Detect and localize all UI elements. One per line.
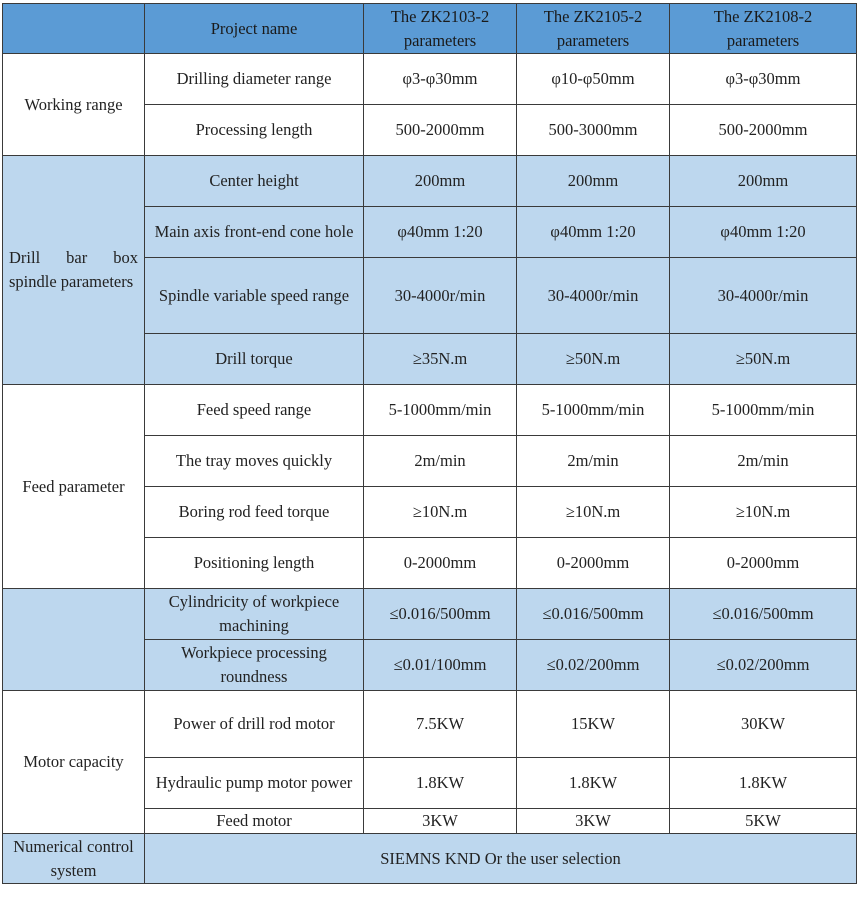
cell-value: 5KW xyxy=(670,809,857,834)
cell-value: 2m/min xyxy=(517,436,670,487)
row-label: Hydraulic pump motor power xyxy=(145,758,364,809)
cell-value: 500-2000mm xyxy=(670,105,857,156)
cell-value: 30-4000r/min xyxy=(517,258,670,334)
cell-value: φ40mm 1:20 xyxy=(364,207,517,258)
row-label: Feed motor xyxy=(145,809,364,834)
cell-value: 500-3000mm xyxy=(517,105,670,156)
cell-value: 0-2000mm xyxy=(517,538,670,589)
header-project-name: Project name xyxy=(145,4,364,54)
row-label: Feed speed range xyxy=(145,385,364,436)
cell-value: 0-2000mm xyxy=(670,538,857,589)
row-label: Drill torque xyxy=(145,334,364,385)
cell-value: φ40mm 1:20 xyxy=(670,207,857,258)
cell-value: 3KW xyxy=(364,809,517,834)
cell-value: φ40mm 1:20 xyxy=(517,207,670,258)
cell-value: ≥10N.m xyxy=(364,487,517,538)
cell-value: φ3-φ30mm xyxy=(364,54,517,105)
row-label: Processing length xyxy=(145,105,364,156)
cell-value: ≥50N.m xyxy=(670,334,857,385)
table-row xyxy=(3,691,857,758)
cell-value: 5-1000mm/min xyxy=(517,385,670,436)
row-label: Positioning length xyxy=(145,538,364,589)
group-label-numerical-control: Numerical control system xyxy=(3,834,145,884)
cell-value: 1.8KW xyxy=(517,758,670,809)
cell-value: ≤0.016/500mm xyxy=(517,589,670,640)
cell-value: ≤0.016/500mm xyxy=(364,589,517,640)
cell-value: φ10-φ50mm xyxy=(517,54,670,105)
cell-value: 1.8KW xyxy=(364,758,517,809)
cell-value: 30-4000r/min xyxy=(670,258,857,334)
cell-value: 200mm xyxy=(517,156,670,207)
numerical-control-value: SIEMNS KND Or the user selection xyxy=(145,834,857,884)
cell-value: 15KW xyxy=(517,691,670,758)
cell-value: 0-2000mm xyxy=(364,538,517,589)
row-label: The tray moves quickly xyxy=(145,436,364,487)
row-label: Main axis front-end cone hole xyxy=(145,207,364,258)
table-row xyxy=(3,834,857,884)
row-label: Cylindricity of workpiece machining xyxy=(145,589,364,640)
group-label-precision xyxy=(3,589,145,691)
group-label-motor-capacity: Motor capacity xyxy=(3,691,145,834)
cell-value: ≤0.02/200mm xyxy=(517,640,670,691)
row-label: Power of drill rod motor xyxy=(145,691,364,758)
cell-value: ≤0.01/100mm xyxy=(364,640,517,691)
header-model-zk2105: The ZK2105-2 parameters xyxy=(517,4,670,54)
row-label: Workpiece processing roundness xyxy=(145,640,364,691)
cell-value: 200mm xyxy=(364,156,517,207)
row-label: Center height xyxy=(145,156,364,207)
cell-value: 1.8KW xyxy=(670,758,857,809)
cell-value: ≤0.016/500mm xyxy=(670,589,857,640)
cell-value: φ3-φ30mm xyxy=(670,54,857,105)
group-label-feed-parameter: Feed parameter xyxy=(3,385,145,589)
cell-value: 2m/min xyxy=(364,436,517,487)
cell-value: ≥10N.m xyxy=(670,487,857,538)
cell-value: 5-1000mm/min xyxy=(670,385,857,436)
row-label: Drilling diameter range xyxy=(145,54,364,105)
group-label-working-range: Working range xyxy=(3,54,145,156)
header-model-zk2103: The ZK2103-2 parameters xyxy=(364,4,517,54)
cell-value: 500-2000mm xyxy=(364,105,517,156)
cell-value: ≥10N.m xyxy=(517,487,670,538)
header-group-cell xyxy=(3,4,145,54)
table-row xyxy=(3,156,857,207)
row-label: Boring rod feed torque xyxy=(145,487,364,538)
cell-value: 30-4000r/min xyxy=(364,258,517,334)
cell-value: 2m/min xyxy=(670,436,857,487)
header-model-zk2108: The ZK2108-2 parameters xyxy=(670,4,857,54)
cell-value: 5-1000mm/min xyxy=(364,385,517,436)
table-row xyxy=(3,385,857,436)
cell-value: ≥35N.m xyxy=(364,334,517,385)
spec-table xyxy=(2,3,857,884)
header-row xyxy=(3,4,857,54)
cell-value: 7.5KW xyxy=(364,691,517,758)
cell-value: ≤0.02/200mm xyxy=(670,640,857,691)
cell-value: ≥50N.m xyxy=(517,334,670,385)
cell-value: 30KW xyxy=(670,691,857,758)
table-row xyxy=(3,589,857,640)
cell-value: 200mm xyxy=(670,156,857,207)
group-label-spindle-parameters: Drill bar box spindle parameters xyxy=(3,156,145,385)
cell-value: 3KW xyxy=(517,809,670,834)
row-label: Spindle variable speed range xyxy=(145,258,364,334)
table-row xyxy=(3,54,857,105)
